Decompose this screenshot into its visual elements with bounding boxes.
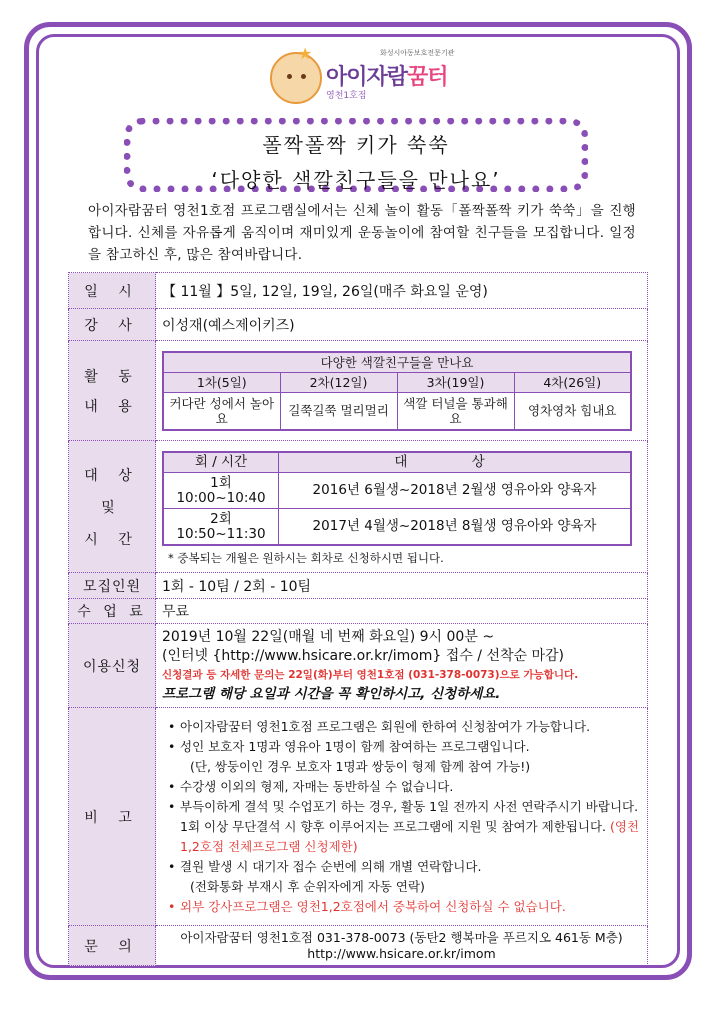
session-1: 1회 10:00~10:40 [163,473,279,509]
label-activity: 활 동 내 용 [69,341,156,441]
row-target [69,441,648,573]
logo-name: 아이자람꿈터 [326,65,448,90]
info-table [68,272,648,966]
value-fee: 무료 [156,599,648,624]
apply-line-3: 신청결과 등 자세한 문의는 22일(화)부터 영천1호점 (031-378-0073)으로 가능합니다. [162,668,579,681]
target-2: 2017년 4월생~2018년 8월생 영유아와 양육자 [279,509,632,545]
note-5: • 결원 발생 시 대기자 접수 순번에 의해 개별 연락합니다. (전화통화 부재시 후 순위자에게 자동 연락) [180,857,641,897]
apply-line-4: 프로그램 해당 요일과 시간을 꼭 확인하시고, 신청하세요. [162,685,501,702]
intro-text: 아이자람꿈터 영천1호점 프로그램실에서는 신체 놀이 활동「폴짝폴짝 키가 쑥쑥」을 진행합니다. 신체를 자유롭게 움직이며 재미있게 운동놀이에 참여할 친구들을 모집합니다. 일정을 참고하신 후, 많은 참여바랍니다. [88,203,636,263]
value-contact [156,926,648,966]
value-activity [156,341,648,441]
notes-list [162,717,641,917]
value-recruit: 1회 - 10팀 / 2회 - 10팀 [156,573,648,599]
label-instructor: 강 사 [69,309,156,341]
row-apply [69,624,648,708]
contact-line-1: 아이자람꿈터 영천1호점 031-378-0073 (동탄2 행복마을 푸르지오 461동 M층) [180,929,623,945]
activity-table-title: 다양한 색깔친구들을 만나요 [163,352,631,373]
label-contact: 문 의 [69,926,156,966]
contact-url[interactable]: http://www.hsicare.or.kr/imom [307,945,496,961]
session-content-2: 길쭉길쭉 멀리멀리 [280,392,397,430]
row-instructor [69,309,648,341]
value-notes [156,708,648,926]
logo-org: 화성시아동보호전문기관 [380,49,455,57]
row-date [69,273,648,309]
session-head-3: 3차(19일) [397,372,514,392]
title-line-1: 폴짝폴짝 키가 쑥쑥 [262,133,450,157]
col-session: 회 / 시간 [163,452,279,473]
label-notes: 비 고 [69,708,156,926]
logo [270,44,470,108]
title-line-2: ‘다양한 색깔친구들을 만나요’ [211,168,501,192]
col-target: 대 상 [279,452,632,473]
session-content-4: 영차영차 힘내요 [514,392,631,430]
session-2: 2회 10:50~11:30 [163,509,279,545]
label-date: 일 시 [69,273,156,309]
note-4: • 부득이하게 결석 및 수업포기 하는 경우, 활동 1일 전까지 사전 연락주시기 바랍니다. 1회 이상 무단결석 시 향후 이루어지는 프로그램에 지원 및 참여가 제한됩니다. (영천1,2호점 전체프로그램 신청제한) [180,797,641,857]
target-table [162,451,632,546]
value-date: 【 11월 】5일, 12일, 19일, 26일(매주 화요일 운영) [156,273,648,309]
row-notes [69,708,648,926]
logo-branch: 영천1호점 [326,91,367,101]
apply-line-1: 2019년 10월 22일(매월 네 번째 화요일) 9시 00분 ~ [162,628,495,645]
session-head-4: 4차(26일) [514,372,631,392]
session-head-1: 1차(5일) [163,372,280,392]
target-1: 2016년 6월생~2018년 2월생 영유아와 양육자 [279,473,632,509]
apply-line-2: (인터넷 {http://www.hsicare.or.kr/imom} 접수 / 선착순 마감) [162,647,564,664]
activity-table [162,351,632,431]
logo-face-icon [270,52,322,104]
value-apply [156,624,648,708]
note-6: • 외부 강사프로그램은 영천1,2호점에서 중복하여 신청하실 수 없습니다. [180,897,641,917]
label-apply: 이용신청 [69,624,156,708]
star-icon: ★ [298,44,313,63]
value-instructor: 이성재(예스제이키즈) [156,309,648,341]
session-content-1: 커다란 성에서 놀아요 [163,392,280,430]
row-recruit [69,573,648,599]
session-content-3: 색깔 터널을 통과해요 [397,392,514,430]
value-target [156,441,648,573]
note-1: • 아이자람꿈터 영천1호점 프로그램은 회원에 한하여 신청참여가 가능합니다. [180,717,641,737]
row-activity [69,341,648,441]
label-recruit: 모집인원 [69,573,156,599]
label-fee: 수 업 료 [69,599,156,624]
target-note: * 중복되는 개월은 원하시는 회차로 신청하시면 됩니다. [168,550,444,565]
label-target: 대 상 및 시 간 [69,441,156,573]
row-contact [69,926,648,966]
note-2: • 성인 보호자 1명과 영유아 1명이 함께 참여하는 프로그램입니다. (단, 쌍둥이인 경우 보호자 1명과 쌍둥이 형제 함께 참여 가능!) [180,737,641,777]
title-box [124,118,588,192]
note-3: • 수강생 이외의 형제, 자매는 동반하실 수 없습니다. [180,777,641,797]
session-head-2: 2차(12일) [280,372,397,392]
row-fee [69,599,648,624]
